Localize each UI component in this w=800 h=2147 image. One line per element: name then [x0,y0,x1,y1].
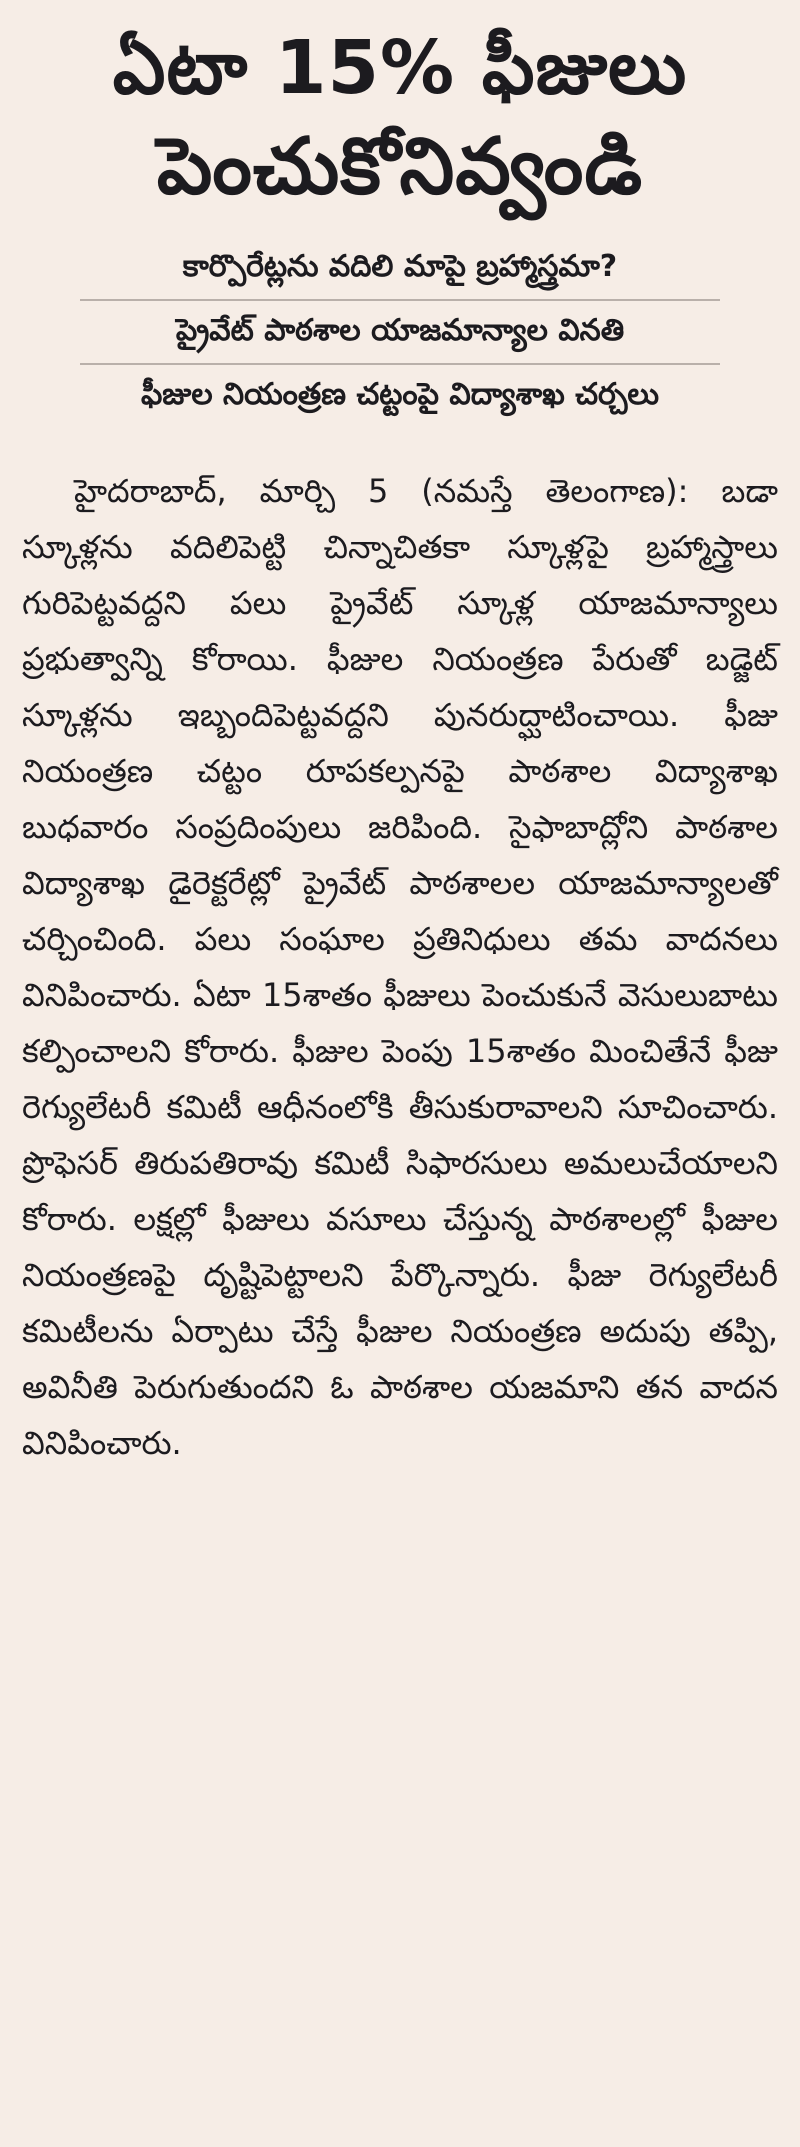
subheading-3: ఫీజుల నియంత్రణ చట్టంపై విద్యాశాఖ చర్చలు [140,377,660,413]
subheading-1: కార్పొరేట్లను వదిలి మాపై బ్రహ్మాస్త్రమా? [182,249,618,285]
subheading-2: ప్రైవేట్ పాఠశాల యాజమాన్యాల వినతి [175,313,625,349]
headline-line-1: ఏటా 15% ఫీజులు [112,25,688,111]
headline-line-2: పెంచుకోనివ్వండి [156,122,644,213]
article-body: హైదరాబాద్, మార్చి 5 (నమస్తే తెలంగాణ): బడా స్కూళ్లను వదిలిపెట్టి చిన్నాచితకా స్కూళ్లపై బ్రహ్మాస్త్రాలు గురిపెట్టవద్దని పలు ప్రైవేట్ స్కూళ్ల యాజమాన్యాలు ప్రభుత్వాన్ని కోరాయి. ఫీజుల నియంత్రణ పేరుతో బడ్జెట్ స్కూళ్లను ఇబ్బందిపెట్టవద్దని పునరుద్ఘాటించాయి. ఫీజు నియంత్రణ చట్టం రూపకల్పనపై పాఠశాల విద్యాశాఖ బుధవారం సంప్రదింపులు జరిపింది. సైఫాబాద్లోని పాఠశాల విద్యాశాఖ డైరెక్టరేట్లో ప్రైవేట్ పాఠశాలల యాజమాన్యాలతో చర్చించింది. పలు సంఘాల ప్రతినిధులు తమ వాదనలు వినిపించారు. ఏటా 15శాతం ఫీజులు పెంచుకునే వెసులుబాటు కల్పించాలని కోరారు. ఫీజుల పెంపు 15శాతం మించితేనే ఫీజు రెగ్యులేటరీ కమిటీ ఆధీనంలోకి తీసుకురావాలని సూచించారు. ప్రొఫెసర్ తిరుపతిరావు కమిటీ సిఫారసులు అమలుచేయాలని కోరారు. లక్షల్లో ఫీజులు వసూలు చేస్తున్న పాఠశాలల్లో ఫీజుల నియంత్రణపై దృష్టిపెట్టాలని పేర్కొన్నారు. ఫీజు రెగ్యులేటరీ కమిటీలను ఏర్పాటు చేస్తే ఫీజుల నియంత్రణ అదుపు తప్పి, అవినీతి పెరుగుతుందని ఓ పాఠశాల యజమాని తన వాదన వినిపించారు. [22,472,778,1463]
